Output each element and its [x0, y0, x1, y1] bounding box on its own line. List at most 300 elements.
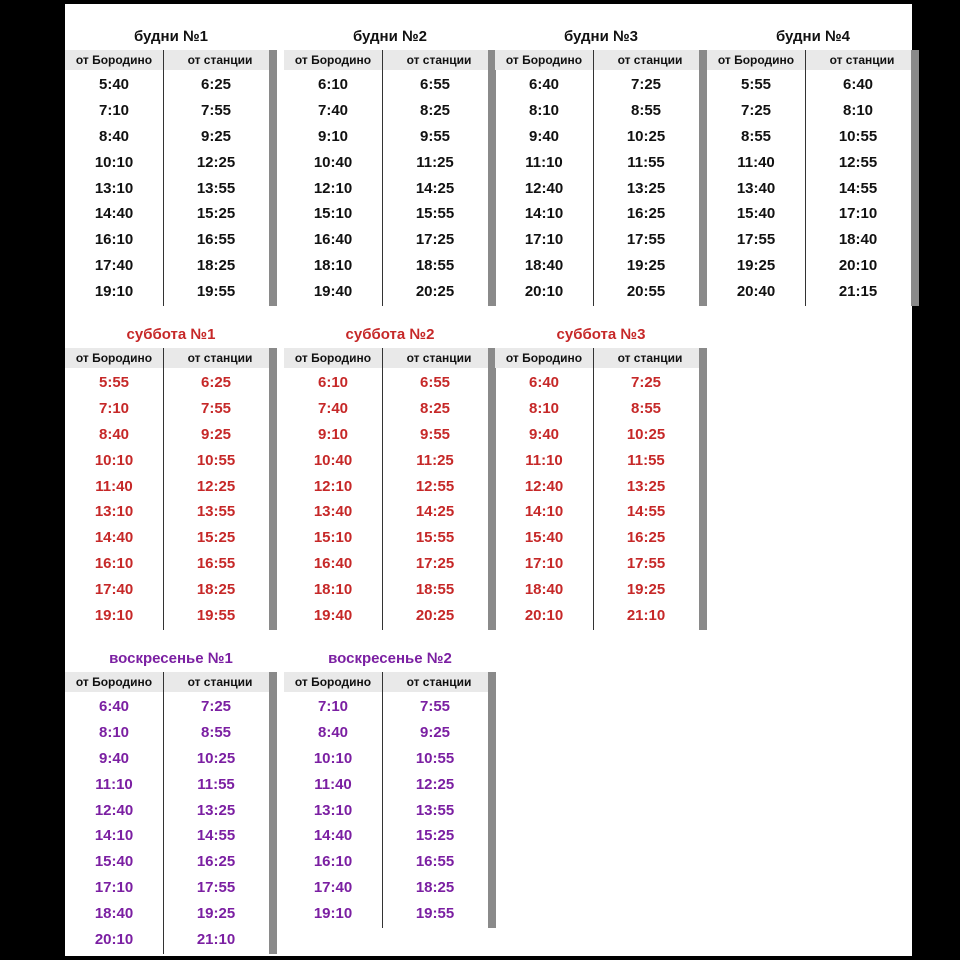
time-row [495, 98, 699, 124]
time-rows [284, 694, 488, 926]
departure-from-station: 14:55 [196, 827, 236, 845]
schedule-title: суббота №1 [126, 326, 216, 343]
time-row [284, 551, 488, 577]
departure-from-borodino: 11:40 [314, 775, 352, 793]
time-row [707, 72, 911, 98]
departure-from-borodino: 14:10 [524, 503, 564, 521]
departure-from-borodino: 19:40 [313, 606, 353, 624]
departure-from-station: 19:55 [196, 282, 236, 300]
time-row [495, 473, 699, 499]
block-separator [269, 672, 277, 954]
time-rows [65, 72, 269, 304]
time-rows [65, 370, 269, 628]
departure-from-borodino: 19:40 [313, 282, 353, 300]
header-from-borodino: от Бородино [294, 53, 372, 67]
departure-from-station: 7:25 [200, 698, 232, 716]
departure-from-station: 18:25 [196, 256, 236, 274]
departure-from-station: 8:55 [200, 724, 232, 742]
time-row [284, 124, 488, 150]
schedule-title: воскресенье №2 [328, 650, 452, 667]
block-separator [699, 348, 707, 630]
departure-from-borodino: 16:40 [313, 231, 353, 249]
departure-from-station: 17:55 [626, 231, 666, 249]
block-separator [269, 50, 277, 306]
departure-from-station: 16:25 [626, 205, 666, 223]
block-separator [699, 50, 707, 306]
time-row [284, 278, 488, 304]
departure-from-station: 8:25 [419, 400, 451, 418]
departure-from-station: 10:25 [626, 127, 666, 145]
departure-from-station: 17:55 [196, 878, 236, 896]
time-row [284, 720, 488, 746]
time-row [65, 175, 269, 201]
departure-from-borodino: 17:40 [94, 580, 134, 598]
departure-from-borodino: 7:25 [740, 102, 772, 120]
departure-from-station: 20:55 [626, 282, 666, 300]
time-rows [495, 72, 699, 304]
column-header [65, 348, 277, 368]
departure-from-station: 14:25 [415, 503, 455, 521]
departure-from-station: 18:40 [838, 231, 878, 249]
departure-from-borodino: 11:40 [737, 153, 775, 171]
time-row [495, 175, 699, 201]
schedule-title: будни №4 [775, 28, 851, 45]
header-from-borodino: от Бородино [505, 351, 583, 365]
departure-from-borodino: 8:40 [317, 724, 349, 742]
column-header [284, 672, 496, 692]
time-row [65, 124, 269, 150]
time-row [707, 149, 911, 175]
time-row [65, 771, 269, 797]
departure-from-station: 13:25 [626, 477, 666, 495]
time-row [495, 422, 699, 448]
header-from-borodino: от Бородино [505, 53, 583, 67]
time-row [65, 823, 269, 849]
departure-from-station: 15:25 [415, 827, 455, 845]
departure-from-borodino: 5:55 [740, 76, 772, 94]
departure-from-borodino: 6:40 [528, 76, 560, 94]
time-row [284, 370, 488, 396]
departure-from-station: 19:55 [196, 606, 236, 624]
schedule-sheet [65, 4, 912, 956]
departure-from-station: 19:25 [626, 256, 666, 274]
departure-from-borodino: 18:40 [94, 904, 134, 922]
departure-from-borodino: 15:10 [313, 529, 353, 547]
departure-from-station: 14:55 [838, 179, 878, 197]
time-row [65, 447, 269, 473]
time-row [65, 422, 269, 448]
column-header [284, 50, 496, 70]
time-row [65, 149, 269, 175]
time-row [707, 201, 911, 227]
time-row [495, 499, 699, 525]
schedule-title: воскресенье №1 [109, 650, 233, 667]
departure-from-borodino: 7:40 [317, 400, 349, 418]
block-separator [911, 50, 919, 306]
time-row [284, 201, 488, 227]
departure-from-station: 11:25 [416, 451, 454, 469]
time-row [65, 72, 269, 98]
departure-from-borodino: 15:10 [313, 205, 353, 223]
time-row [284, 746, 488, 772]
departure-from-station: 8:10 [842, 102, 874, 120]
time-rows [284, 370, 488, 628]
departure-from-borodino: 8:10 [528, 102, 560, 120]
departure-from-station: 21:10 [196, 930, 236, 948]
departure-from-borodino: 9:10 [317, 127, 349, 145]
time-row [284, 422, 488, 448]
departure-from-station: 10:25 [196, 749, 236, 767]
time-row [284, 253, 488, 279]
departure-from-borodino: 8:40 [98, 127, 130, 145]
departure-from-station: 19:25 [626, 580, 666, 598]
departure-from-borodino: 15:40 [94, 853, 134, 871]
departure-from-station: 16:25 [626, 529, 666, 547]
time-row [707, 278, 911, 304]
departure-from-borodino: 19:25 [736, 256, 776, 274]
departure-from-station: 17:25 [415, 554, 455, 572]
departure-from-station: 12:25 [196, 153, 236, 171]
departure-from-borodino: 7:10 [317, 698, 349, 716]
departure-from-station: 13:55 [196, 503, 236, 521]
departure-from-station: 12:25 [415, 775, 455, 793]
time-row [495, 278, 699, 304]
time-row [284, 900, 488, 926]
departure-from-station: 16:55 [196, 554, 236, 572]
column-header [284, 348, 496, 368]
schedule-title: будни №1 [133, 28, 209, 45]
time-row [65, 551, 269, 577]
departure-from-borodino: 16:10 [313, 853, 353, 871]
departure-from-station: 11:55 [197, 775, 235, 793]
departure-from-borodino: 14:40 [94, 529, 134, 547]
time-row [284, 602, 488, 628]
departure-from-borodino: 15:40 [736, 205, 776, 223]
departure-from-station: 15:25 [196, 529, 236, 547]
time-row [495, 201, 699, 227]
header-from-borodino: от Бородино [75, 675, 153, 689]
departure-from-borodino: 12:40 [94, 801, 134, 819]
time-row [284, 525, 488, 551]
departure-from-station: 16:25 [196, 853, 236, 871]
time-row [495, 370, 699, 396]
time-row [65, 396, 269, 422]
departure-from-borodino: 13:40 [313, 503, 353, 521]
time-rows [495, 370, 699, 628]
departure-from-station: 7:25 [630, 76, 662, 94]
time-row [65, 849, 269, 875]
departure-from-borodino: 14:10 [524, 205, 564, 223]
departure-from-station: 18:25 [196, 580, 236, 598]
column-header [495, 348, 707, 368]
departure-from-borodino: 5:40 [98, 76, 130, 94]
departure-from-borodino: 18:10 [313, 256, 353, 274]
departure-from-station: 12:55 [415, 477, 455, 495]
departure-from-borodino: 6:40 [98, 698, 130, 716]
departure-from-borodino: 11:10 [525, 451, 563, 469]
time-row [65, 602, 269, 628]
departure-from-station: 17:55 [626, 554, 666, 572]
departure-from-borodino: 20:10 [524, 606, 564, 624]
time-row [65, 525, 269, 551]
departure-from-borodino: 17:10 [524, 231, 564, 249]
time-row [284, 771, 488, 797]
column-header [65, 50, 277, 70]
departure-from-borodino: 17:10 [524, 554, 564, 572]
departure-from-borodino: 17:40 [313, 878, 353, 896]
departure-from-station: 20:25 [415, 606, 455, 624]
departure-from-station: 13:25 [196, 801, 236, 819]
departure-from-station: 8:55 [630, 400, 662, 418]
departure-from-borodino: 17:10 [94, 878, 134, 896]
departure-from-borodino: 8:40 [98, 425, 130, 443]
time-row [495, 227, 699, 253]
departure-from-station: 8:25 [419, 102, 451, 120]
departure-from-borodino: 10:40 [313, 451, 353, 469]
time-row [284, 797, 488, 823]
time-row [284, 175, 488, 201]
time-row [495, 525, 699, 551]
time-row [707, 253, 911, 279]
time-row [284, 823, 488, 849]
time-row [65, 720, 269, 746]
departure-from-station: 12:55 [838, 153, 878, 171]
departure-from-station: 15:55 [415, 205, 455, 223]
header-from-borodino: от Бородино [294, 351, 372, 365]
departure-from-borodino: 20:10 [524, 282, 564, 300]
header-from-station: от станции [406, 351, 472, 365]
departure-from-station: 17:25 [415, 231, 455, 249]
departure-from-borodino: 5:55 [98, 374, 130, 392]
time-row [284, 396, 488, 422]
time-row [495, 447, 699, 473]
departure-from-station: 10:55 [415, 749, 455, 767]
departure-from-station: 19:25 [196, 904, 236, 922]
time-row [284, 499, 488, 525]
header-from-borodino: от Бородино [75, 53, 153, 67]
time-row [284, 149, 488, 175]
departure-from-station: 10:25 [626, 425, 666, 443]
departure-from-borodino: 16:10 [94, 554, 134, 572]
time-row [65, 253, 269, 279]
departure-from-station: 7:55 [419, 698, 451, 716]
departure-from-borodino: 11:10 [525, 153, 563, 171]
departure-from-borodino: 6:10 [317, 76, 349, 94]
departure-from-station: 14:55 [626, 503, 666, 521]
departure-from-station: 6:55 [419, 76, 451, 94]
departure-from-borodino: 18:40 [524, 580, 564, 598]
departure-from-borodino: 11:40 [95, 477, 133, 495]
departure-from-station: 9:25 [200, 425, 232, 443]
schedule-title: суббота №3 [556, 326, 646, 343]
departure-from-station: 10:55 [196, 451, 236, 469]
departure-from-station: 11:25 [416, 153, 454, 171]
time-row [65, 473, 269, 499]
departure-from-station: 20:10 [838, 256, 878, 274]
departure-from-borodino: 16:10 [94, 231, 134, 249]
departure-from-station: 19:55 [415, 904, 455, 922]
departure-from-borodino: 12:10 [313, 179, 353, 197]
header-from-borodino: от Бородино [717, 53, 795, 67]
departure-from-borodino: 6:10 [317, 374, 349, 392]
departure-from-station: 14:25 [415, 179, 455, 197]
departure-from-station: 12:25 [196, 477, 236, 495]
departure-from-borodino: 10:10 [94, 451, 134, 469]
time-row [65, 370, 269, 396]
header-from-station: от станции [406, 675, 472, 689]
time-row [65, 201, 269, 227]
departure-from-borodino: 17:40 [94, 256, 134, 274]
departure-from-borodino: 19:10 [94, 282, 134, 300]
departure-from-station: 21:15 [838, 282, 878, 300]
time-row [495, 551, 699, 577]
time-row [65, 694, 269, 720]
departure-from-borodino: 15:40 [524, 529, 564, 547]
departure-from-borodino: 12:10 [313, 477, 353, 495]
time-row [495, 396, 699, 422]
time-row [707, 98, 911, 124]
header-from-station: от станции [617, 53, 683, 67]
header-from-station: от станции [406, 53, 472, 67]
departure-from-borodino: 10:40 [313, 153, 353, 171]
time-row [65, 278, 269, 304]
departure-from-borodino: 12:40 [524, 477, 564, 495]
departure-from-station: 10:55 [838, 127, 878, 145]
departure-from-borodino: 14:40 [313, 827, 353, 845]
departure-from-borodino: 18:40 [524, 256, 564, 274]
departure-from-borodino: 10:10 [313, 749, 353, 767]
header-from-station: от станции [187, 53, 253, 67]
departure-from-borodino: 8:55 [740, 127, 772, 145]
schedule-title: будни №3 [563, 28, 639, 45]
schedule-title: будни №2 [352, 28, 428, 45]
departure-from-borodino: 19:10 [94, 606, 134, 624]
departure-from-station: 21:10 [626, 606, 666, 624]
departure-from-station: 6:25 [200, 374, 232, 392]
departure-from-borodino: 9:40 [528, 425, 560, 443]
header-from-station: от станции [187, 351, 253, 365]
departure-from-borodino: 13:10 [313, 801, 353, 819]
departure-from-borodino: 12:40 [524, 179, 564, 197]
time-row [495, 124, 699, 150]
departure-from-station: 9:25 [200, 127, 232, 145]
departure-from-station: 11:55 [627, 153, 665, 171]
time-row [65, 900, 269, 926]
time-rows [65, 694, 269, 952]
time-row [495, 149, 699, 175]
departure-from-borodino: 10:10 [94, 153, 134, 171]
header-from-borodino: от Бородино [294, 675, 372, 689]
time-row [65, 926, 269, 952]
time-row [284, 72, 488, 98]
departure-from-borodino: 9:40 [98, 749, 130, 767]
departure-from-borodino: 14:10 [94, 827, 134, 845]
departure-from-station: 15:25 [196, 205, 236, 223]
departure-from-station: 11:55 [627, 451, 665, 469]
schedule-title: суббота №2 [345, 326, 435, 343]
column-header [495, 50, 707, 70]
departure-from-borodino: 8:10 [528, 400, 560, 418]
departure-from-station: 9:55 [419, 127, 451, 145]
departure-from-station: 18:55 [415, 256, 455, 274]
departure-from-borodino: 7:10 [98, 102, 130, 120]
time-row [65, 227, 269, 253]
column-header [65, 672, 277, 692]
departure-from-borodino: 6:40 [528, 374, 560, 392]
time-row [284, 576, 488, 602]
departure-from-borodino: 20:10 [94, 930, 134, 948]
time-row [284, 98, 488, 124]
header-from-station: от станции [187, 675, 253, 689]
block-separator [488, 672, 496, 928]
time-rows [707, 72, 911, 304]
departure-from-station: 6:55 [419, 374, 451, 392]
departure-from-borodino: 11:10 [95, 775, 133, 793]
departure-from-station: 6:40 [842, 76, 874, 94]
departure-from-borodino: 18:10 [313, 580, 353, 598]
time-row [65, 576, 269, 602]
departure-from-station: 16:55 [415, 853, 455, 871]
departure-from-station: 9:55 [419, 425, 451, 443]
departure-from-station: 9:25 [419, 724, 451, 742]
time-row [284, 694, 488, 720]
departure-from-borodino: 17:55 [736, 231, 776, 249]
time-row [284, 447, 488, 473]
departure-from-borodino: 13:10 [94, 503, 134, 521]
header-from-borodino: от Бородино [75, 351, 153, 365]
departure-from-borodino: 9:10 [317, 425, 349, 443]
departure-from-station: 8:55 [630, 102, 662, 120]
time-row [65, 746, 269, 772]
departure-from-borodino: 14:40 [94, 205, 134, 223]
time-row [495, 602, 699, 628]
departure-from-station: 6:25 [200, 76, 232, 94]
departure-from-station: 13:25 [626, 179, 666, 197]
time-row [65, 797, 269, 823]
departure-from-station: 7:25 [630, 374, 662, 392]
time-row [495, 72, 699, 98]
departure-from-station: 18:55 [415, 580, 455, 598]
departure-from-borodino: 13:10 [94, 179, 134, 197]
departure-from-station: 15:55 [415, 529, 455, 547]
departure-from-borodino: 7:10 [98, 400, 130, 418]
time-row [284, 473, 488, 499]
departure-from-station: 13:55 [196, 179, 236, 197]
departure-from-borodino: 16:40 [313, 554, 353, 572]
time-row [707, 175, 911, 201]
departure-from-borodino: 20:40 [736, 282, 776, 300]
block-separator [269, 348, 277, 630]
departure-from-borodino: 13:40 [736, 179, 776, 197]
time-row [707, 227, 911, 253]
departure-from-station: 20:25 [415, 282, 455, 300]
column-header [707, 50, 919, 70]
departure-from-station: 7:55 [200, 102, 232, 120]
time-row [65, 98, 269, 124]
departure-from-station: 17:10 [838, 205, 878, 223]
time-row [284, 875, 488, 901]
time-row [495, 253, 699, 279]
departure-from-borodino: 7:40 [317, 102, 349, 120]
departure-from-station: 13:55 [415, 801, 455, 819]
time-row [284, 227, 488, 253]
time-rows [284, 72, 488, 304]
time-row [284, 849, 488, 875]
time-row [65, 499, 269, 525]
departure-from-station: 7:55 [200, 400, 232, 418]
departure-from-borodino: 8:10 [98, 724, 130, 742]
departure-from-borodino: 19:10 [313, 904, 353, 922]
